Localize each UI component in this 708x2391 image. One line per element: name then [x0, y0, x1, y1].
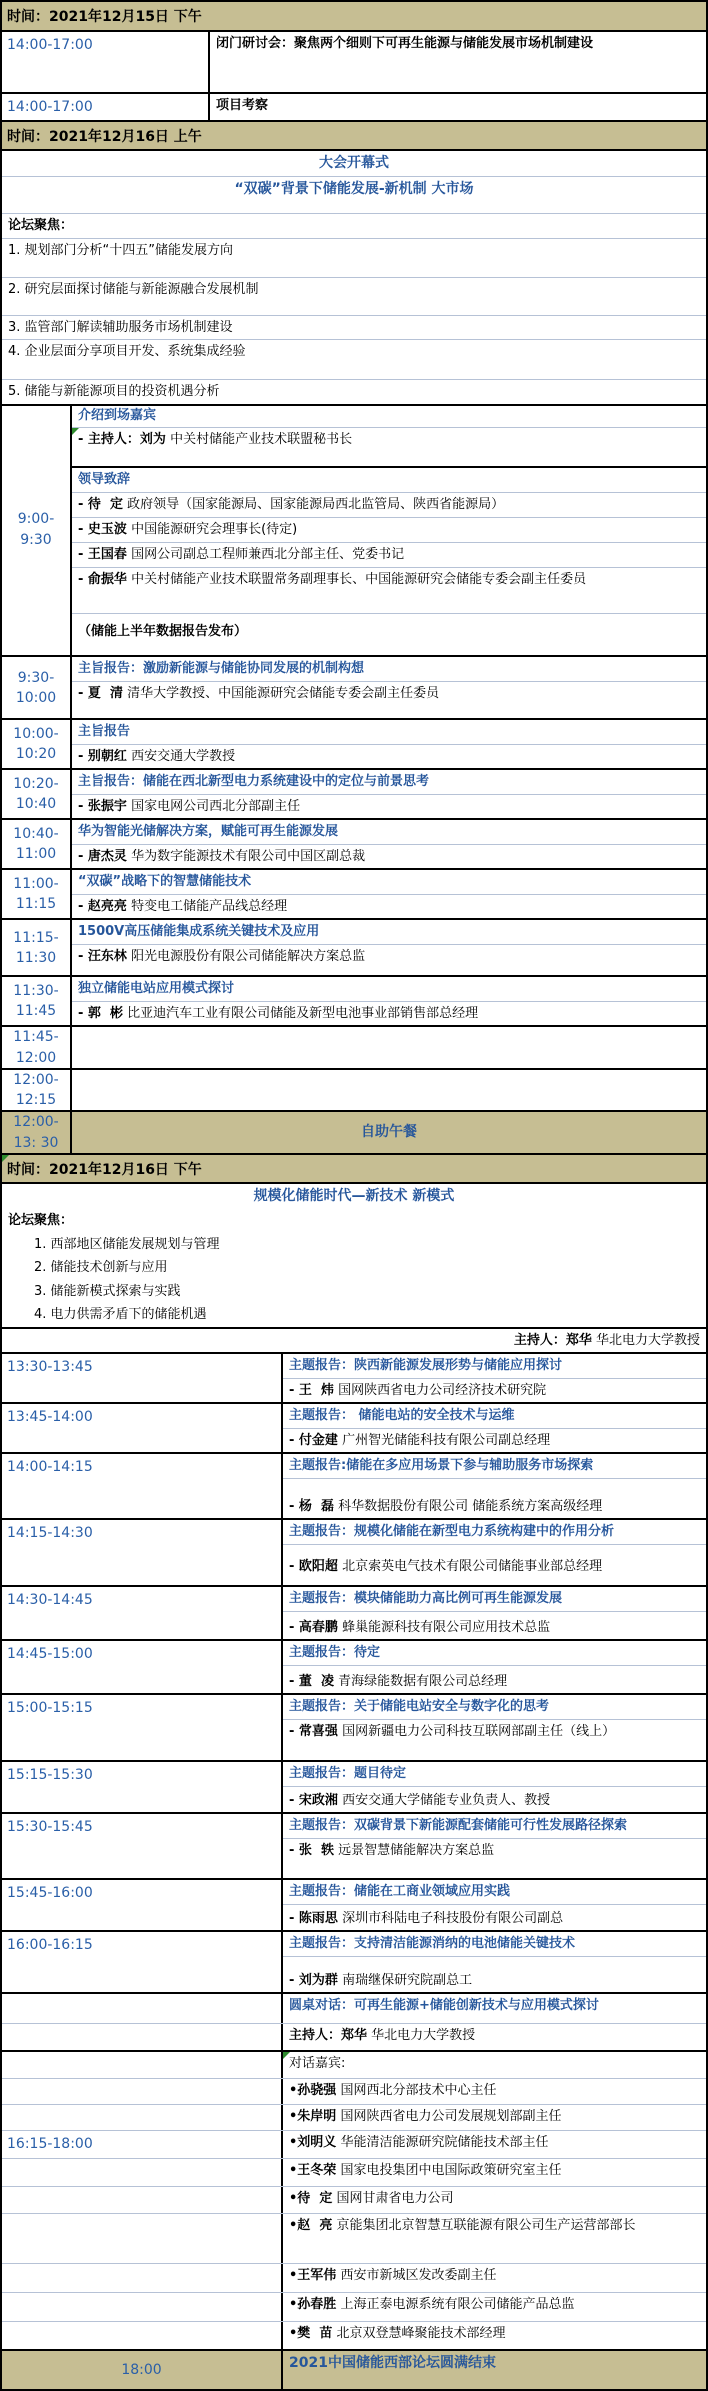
- session-row: [2, 1762, 706, 1814]
- time-end: 11:15: [15, 896, 57, 913]
- focus-label: 论坛聚焦：: [8, 1213, 74, 1229]
- time-end: 13: 30: [13, 1134, 59, 1151]
- talk-title: 主题报告：陕西新能源发展形势与储能应用探讨: [283, 1354, 706, 1379]
- time-cell: 14:00-17:00: [2, 32, 210, 92]
- guests-label: 对话嘉宾:: [289, 2056, 346, 2072]
- guest-name: •刘明义: [289, 2135, 337, 2151]
- session-row: [2, 1880, 706, 1932]
- time-end: 11:30: [15, 949, 57, 966]
- guest-org: 西安市新城区发改委副主任: [340, 2268, 497, 2284]
- talk-title: 主题报告：题目待定: [283, 1762, 706, 1787]
- session-row: [2, 1641, 706, 1695]
- guest-name: •王冬荣: [289, 2163, 337, 2179]
- speaker-name: - 赵亮亮: [78, 898, 127, 914]
- guest-name: •孙骁强: [289, 2083, 337, 2099]
- time-cell: [2, 2159, 283, 2186]
- speaker-name: - 别朝红: [78, 748, 127, 764]
- focus-item: 3. 储能新模式探索与实践: [34, 1283, 181, 1299]
- session-row: [2, 1695, 706, 1762]
- time-cell: [2, 1994, 283, 2023]
- intro-subblock: [72, 404, 706, 469]
- moderator-line: [283, 2024, 706, 2048]
- session-row-empty: [2, 1070, 706, 1113]
- focus-item: 4. 电力供需矛盾下的储能机遇: [2, 1303, 706, 1329]
- time-cell: 15:45-16:00: [2, 1880, 283, 1930]
- speaker-line: [72, 895, 706, 919]
- speaker-org: 南瑞继保研究院副总工: [342, 1972, 473, 1988]
- speaker-org: 国网新疆电力公司科技互联网部副主任（线上）: [342, 1723, 616, 1739]
- intro-guests-title: 介绍到场嘉宾: [72, 404, 706, 429]
- schedule-row: [2, 32, 706, 94]
- time-cell: 14:00-14:15: [2, 1454, 283, 1518]
- time-cell: [2, 920, 72, 975]
- time-cell: 14:15-14:30: [2, 1520, 283, 1585]
- comment-marker-icon: [283, 2052, 290, 2059]
- talk-title: 独立储能电站应用模式探讨: [72, 977, 706, 1002]
- speaker-line: [283, 1720, 706, 1744]
- speaker-line: [72, 682, 706, 706]
- date-header-label: 时间：2021年12月16日 下午: [7, 1162, 202, 1179]
- speaker-name: - 王 炜: [289, 1382, 334, 1398]
- speaker-line: [72, 568, 706, 614]
- speaker-org: 国网公司副总工程师兼西北分部主任、党委书记: [131, 546, 405, 562]
- focus-item: 4. 企业层面分享项目开发、系统集成经验: [2, 340, 706, 380]
- time-cell: 13:30-13:45: [2, 1354, 283, 1402]
- guest-name: •朱岸明: [289, 2109, 337, 2125]
- time-end: 12:00: [15, 1049, 57, 1066]
- time-cell: [2, 2024, 283, 2050]
- session-row: [2, 1520, 706, 1587]
- guest-org: 国网西北分部技术中心主任: [340, 2083, 497, 2099]
- host-org: 中关村储能产业技术联盟秘书长: [170, 432, 353, 448]
- speaker-org: 西安交通大学储能专业负责人、教授: [342, 1792, 551, 1808]
- guest-row: [2, 2293, 706, 2322]
- focus-item: 5. 储能与新能源项目的投资机遇分析: [2, 380, 706, 406]
- time-start: 9:30-: [17, 669, 55, 686]
- moderator-line: [2, 1329, 706, 1355]
- closing-time-cell: 18:00: [2, 2351, 283, 2389]
- time-cell: 14:00-17:00: [2, 94, 210, 120]
- speaker-org: 国网陕西省电力公司经济技术研究院: [338, 1382, 547, 1398]
- host-name: - 主持人：刘为: [78, 432, 166, 448]
- speaker-name: - 汪东林: [78, 948, 127, 964]
- moderator-org: 华北电力大学教授: [595, 1332, 700, 1348]
- time-cell: [2, 2079, 283, 2104]
- speaker-org: 中关村储能产业技术联盟常务副理事长、中国能源研究会储能专委会副主任委员: [131, 571, 587, 587]
- speaker-name: - 董 凌: [289, 1673, 334, 1689]
- time-cell: [2, 1027, 72, 1068]
- session-row: [2, 820, 706, 870]
- talk-title: 主题报告:储能在多应用场景下参与辅助服务市场探索: [283, 1454, 706, 1479]
- talk-title: 主题报告：规模化储能在新型电力系统构建中的作用分析: [283, 1520, 706, 1545]
- speaker-name: - 史玉波: [78, 521, 127, 537]
- time-cell: [2, 2264, 283, 2292]
- time-cell: [2, 2105, 283, 2130]
- focus-item: 2. 储能技术创新与应用: [34, 1260, 168, 1276]
- roundtable-title-row: [2, 1994, 706, 2024]
- speaker-org: 清华大学教授、中国能源研究会储能专委会副主任委员: [127, 685, 440, 701]
- time-end: 11:45: [15, 1003, 57, 1020]
- time-cell: 15:15-15:30: [2, 1762, 283, 1812]
- time-cell: [2, 870, 72, 918]
- speaker-org: 青海绿能数据有限公司总经理: [338, 1673, 508, 1689]
- talk-title: 主旨报告：激励新能源与储能协同发展的机制构想: [72, 657, 706, 682]
- speaker-org: 政府领导（国家能源局、国家能源局西北监管局、陕西省能源局）: [127, 496, 505, 512]
- speaker-org: 北京索英电气技术有限公司储能事业部总经理: [342, 1558, 603, 1574]
- date-header-dec16-am: 时间：2021年12月16日 上午: [2, 122, 706, 151]
- session-row: [2, 1932, 706, 1994]
- event-title: 闭门研讨会：聚焦两个细则下可再生能源与储能发展市场机制建设: [216, 36, 594, 51]
- speaker-org: 深圳市科陆电子科技股份有限公司副总: [342, 1910, 564, 1926]
- roundtable-time-cell: 16:15-18:00: [2, 2131, 283, 2158]
- time-start: 11:15-: [13, 929, 59, 946]
- guest-row: [2, 2187, 706, 2214]
- time-cell: 15:00-15:15: [2, 1695, 283, 1760]
- speaker-name: - 郭 彬: [78, 1005, 123, 1021]
- guest-name: •樊 苗: [289, 2326, 333, 2342]
- speaker-org: 阳光电源股份有限公司储能解决方案总监: [131, 948, 366, 964]
- talk-title: 主题报告： 储能电站的安全技术与运维: [283, 1404, 706, 1429]
- roundtable-title: 圆桌对话：可再生能源+储能创新技术与应用模式探讨: [289, 1998, 599, 2014]
- speaker-line: [283, 1905, 706, 1931]
- time-cell: [2, 657, 72, 718]
- time-end: 9:30: [20, 531, 52, 548]
- speech-subblock: [72, 468, 706, 655]
- time-cell: [2, 1070, 72, 1111]
- talk-title: 1500V高压储能集成系统关键技术及应用: [72, 920, 706, 945]
- time-start: 9:00-: [17, 511, 55, 528]
- speaker-line: [283, 1957, 706, 1993]
- guest-row: [2, 2105, 706, 2131]
- guest-row: [2, 2214, 706, 2264]
- moderator-name: 主持人：郑华: [513, 1332, 592, 1348]
- talk-title: 主题报告：储能在工商业领域应用实践: [283, 1880, 706, 1905]
- speaker-line: [283, 1379, 706, 1403]
- speaker-name: - 张 轶: [289, 1842, 334, 1858]
- time-start: 12:00-: [13, 1071, 59, 1088]
- closing-label: 2021中国储能西部论坛圆满结束: [289, 2355, 496, 2372]
- moderator-org: 华北电力大学教授: [371, 2028, 476, 2044]
- speaker-org: 广州智光储能科技有限公司副总经理: [342, 1432, 551, 1448]
- session-row: [2, 1587, 706, 1641]
- date-header-dec16-pm: [2, 1155, 706, 1184]
- speaker-name: - 欧阳超: [289, 1558, 338, 1574]
- guest-row: [2, 2131, 706, 2159]
- roundtable-host-row: [2, 2024, 706, 2052]
- speaker-org: 华为数字能源技术有限公司中国区副总裁: [131, 848, 366, 864]
- time-end: 10:20: [15, 746, 57, 763]
- session-row: [2, 770, 706, 820]
- session-row: [2, 977, 706, 1027]
- focus-item: 1. 西部地区储能发展规划与管理: [34, 1236, 220, 1252]
- time-cell: [2, 770, 72, 818]
- closing-row: [2, 2351, 706, 2389]
- session-row: [2, 1454, 706, 1520]
- forum-theme-title: “双碳”背景下储能发展-新机制 大市场: [2, 177, 706, 214]
- lunch-row: [2, 1112, 706, 1155]
- time-start: 11:00-: [13, 876, 59, 892]
- talk-title: 主题报告：双碳背景下新能源配套储能可行性发展路径探索: [283, 1814, 706, 1839]
- leader-speech-title: 领导致辞: [72, 468, 706, 493]
- session-row: [2, 920, 706, 977]
- speaker-org: 中国能源研究会理事长(待定): [131, 521, 298, 537]
- time-cell: 16:00-16:15: [2, 1932, 283, 1992]
- time-end: 10:00: [15, 689, 57, 706]
- speaker-line: [72, 543, 706, 568]
- time-cell: 15:30-15:45: [2, 1814, 283, 1878]
- guest-org: 国网甘肃省电力公司: [336, 2191, 454, 2207]
- time-start: 10:20-: [13, 776, 59, 792]
- opening-ceremony-title: 大会开幕式: [2, 151, 706, 177]
- speaker-line: [72, 745, 706, 769]
- time-cell: [2, 820, 72, 868]
- time-start: 11:30-: [13, 983, 59, 999]
- speaker-line: [72, 1002, 706, 1026]
- session-row: [2, 720, 706, 770]
- talk-title: 华为智能光储解决方案，赋能可再生能源发展: [72, 820, 706, 845]
- guest-row: [2, 2079, 706, 2105]
- focus-item: 1. 规划部门分析“十四五”储能发展方向: [2, 239, 706, 278]
- session-row: [2, 1354, 706, 1404]
- speaker-org: 特变电工储能产品线总经理: [131, 898, 288, 914]
- afternoon-session-title: 规模化储能时代—新技术 新模式: [253, 1188, 455, 1205]
- time-cell: 14:30-14:45: [2, 1587, 283, 1639]
- speaker-line: [283, 1429, 706, 1453]
- speaker-line: [283, 1666, 706, 1694]
- time-end: 11:00: [15, 846, 57, 863]
- talk-title: 主旨报告: [72, 720, 706, 745]
- speaker-org: 国家电网公司西北分部副主任: [131, 798, 301, 814]
- speaker-line: [283, 1479, 706, 1519]
- speaker-line: [72, 945, 706, 969]
- speaker-line: [283, 1545, 706, 1579]
- moderator-name: 主持人：郑华: [289, 2028, 368, 2044]
- guest-row: [2, 2159, 706, 2187]
- talk-title: 主题报告：关于储能电站安全与数字化的思考: [283, 1695, 706, 1720]
- speaker-line: [283, 1839, 706, 1863]
- session-row: [2, 870, 706, 920]
- time-cell: [2, 720, 72, 768]
- speaker-name: - 常喜强: [289, 1723, 338, 1739]
- speaker-name: - 待 定: [78, 496, 123, 512]
- speaker-name: - 张振宇: [78, 798, 127, 814]
- schedule-row: [2, 94, 706, 122]
- time-cell: [2, 2214, 283, 2263]
- time-cell: [2, 2052, 283, 2078]
- session-row: [2, 1404, 706, 1454]
- guest-org: 北京双登慧峰聚能技术部经理: [336, 2326, 506, 2342]
- guest-org: 京能集团北京智慧互联能源有限公司生产运营部部长: [336, 2218, 636, 2234]
- speaker-line: [283, 1787, 706, 1813]
- talk-title: “双碳”战略下的智慧储能技术: [72, 870, 706, 895]
- speaker-name: - 夏 清: [78, 685, 123, 701]
- speaker-name: - 王国春: [78, 546, 127, 562]
- time-end: 12:15: [15, 1092, 57, 1109]
- speaker-line: [283, 1612, 706, 1640]
- time-start: 12:00-: [13, 1114, 59, 1131]
- talk-title: 主旨报告：储能在西北新型电力系统建设中的定位与前景思考: [72, 770, 706, 795]
- speaker-name: - 陈雨思: [289, 1910, 338, 1926]
- guest-name: •赵 亮: [289, 2218, 333, 2234]
- time-cell: [2, 977, 72, 1025]
- guest-org: 国网陕西省电力公司发展规划部副主任: [340, 2109, 562, 2125]
- speaker-org: 科华数据股份有限公司 储能系统方案高级经理: [338, 1498, 603, 1514]
- time-cell: [2, 2322, 283, 2349]
- time-cell: [2, 404, 72, 656]
- speaker-name: - 唐杰灵: [78, 848, 127, 864]
- focus-label: 论坛聚焦：: [2, 214, 706, 239]
- focus-item: 2. 研究层面探讨储能与新能源融合发展机制: [2, 278, 706, 316]
- event-title: 项目考察: [216, 98, 269, 113]
- talk-title: 主题报告：支持清洁能源消纳的电池储能关键技术: [283, 1932, 706, 1957]
- roundtable-guests-label-row: [2, 2052, 706, 2079]
- speaker-name: - 高春鹏: [289, 1619, 338, 1635]
- time-cell: [2, 2187, 283, 2213]
- time-cell: [2, 1112, 72, 1153]
- time-cell: 13:45-14:00: [2, 1404, 283, 1452]
- time-cell: 14:45-15:00: [2, 1641, 283, 1693]
- opening-block-row: [2, 404, 706, 658]
- time-start: 11:45-: [13, 1029, 59, 1046]
- guest-row: [2, 2322, 706, 2351]
- guest-org: 上海正泰电源系统有限公司储能产品总监: [340, 2297, 575, 2313]
- speaker-org: 比亚迪汽车工业有限公司储能及新型电池事业部销售部总经理: [127, 1005, 479, 1021]
- talk-title: 主题报告：待定: [283, 1641, 706, 1666]
- speaker-line: [72, 845, 706, 869]
- guest-org: 国家电投集团中电国际政策研究室主任: [340, 2163, 562, 2179]
- speaker-line: [72, 493, 706, 518]
- time-end: 10:40: [15, 796, 57, 813]
- guest-name: •待 定: [289, 2191, 333, 2207]
- speaker-org: 蜂巢能源科技有限公司应用技术总监: [342, 1619, 551, 1635]
- session-row: [2, 657, 706, 720]
- lunch-label: 自助午餐: [361, 1124, 417, 1141]
- time-start: 10:40-: [13, 826, 59, 842]
- time-cell: [2, 2293, 283, 2321]
- date-header-dec15-pm: 时间：2021年12月15日 下午: [2, 2, 706, 32]
- speaker-name: - 宋政湘: [289, 1792, 338, 1808]
- session-row-empty: [2, 1027, 706, 1070]
- time-start: 10:00-: [13, 726, 59, 742]
- talk-title: 主题报告：模块储能助力高比例可再生能源发展: [283, 1587, 706, 1612]
- guest-row: [2, 2264, 706, 2293]
- speaker-line: [72, 795, 706, 819]
- data-report-note: （储能上半年数据报告发布）: [78, 623, 248, 639]
- speaker-name: - 杨 磊: [289, 1498, 334, 1514]
- guest-org: 华能清洁能源研究院储能技术部主任: [340, 2135, 549, 2151]
- focus-item: 3. 监管部门解读辅助服务市场机制建设: [2, 316, 706, 341]
- guest-name: •王军伟: [289, 2268, 337, 2284]
- speaker-org: 西安交通大学教授: [131, 748, 236, 764]
- speaker-name: - 付金建: [289, 1432, 338, 1448]
- guest-name: •孙春胜: [289, 2297, 337, 2313]
- speaker-name: - 刘为群: [289, 1972, 338, 1988]
- speaker-org: 远景智慧储能解决方案总监: [338, 1842, 495, 1858]
- speaker-line: [72, 518, 706, 543]
- session-row: [2, 1814, 706, 1880]
- speaker-name: - 俞振华: [78, 571, 127, 587]
- comment-marker-icon: [2, 1155, 9, 1162]
- host-line: [72, 428, 706, 466]
- comment-marker-icon: [72, 428, 79, 435]
